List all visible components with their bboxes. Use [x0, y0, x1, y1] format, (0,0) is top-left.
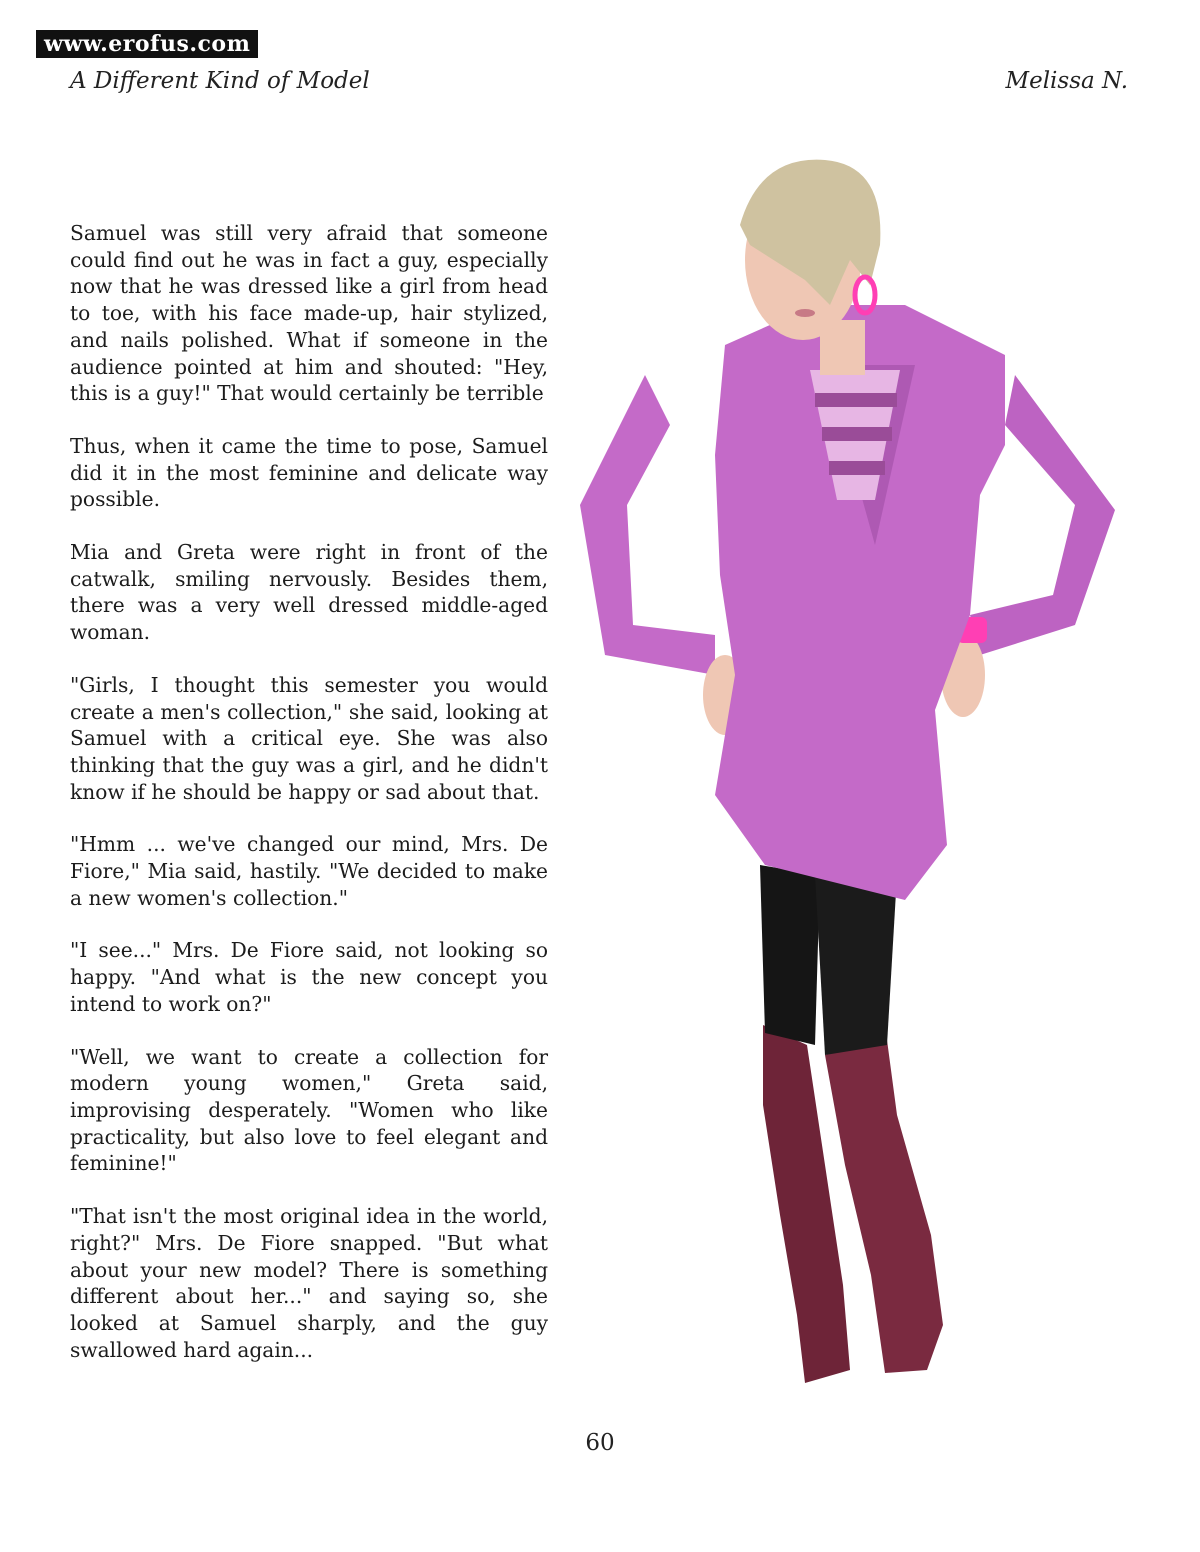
story-text	[70, 220, 548, 1389]
paragraph: "Girls, I thought this semester you would create a men's collection," she said, looking at Samuel with a critical eye. She was also thinking that the guy was a girl, and he didn't know if he should be happy or sad about that.	[70, 672, 548, 804]
model-illustration	[575, 155, 1120, 1390]
stripe	[815, 393, 897, 407]
paragraph: Mia and Greta were right in front of the catwalk, smiling nervously. Besides them, there was a very well dressed middle-aged woman.	[70, 540, 548, 645]
watermark: www.erofus.com	[36, 30, 258, 58]
paragraph: "Hmm ... we've changed our mind, Mrs. De Fiore," Mia said, hastily. "We decided to make a new women's collection."	[70, 832, 548, 910]
right-leg	[815, 875, 897, 1055]
paragraph: Thus, when it came the time to pose, Samuel did it in the most feminine and delicate way possible.	[70, 433, 548, 512]
left-leg	[760, 865, 820, 1045]
paragraph: Samuel was still very afraid that someone could find out he was in fact a guy, especially now that he was dressed like a girl from head to toe, with his face made-up, hair stylized, and nails polished. What if someone in the audience pointed at him and shouted: "Hey, this is a guy!" That would certainly be terrible	[70, 221, 548, 406]
stripe	[822, 427, 892, 441]
paragraph: "Well, we want to create a collection for modern young women," Greta said, improvising desperately. "Women who like practicality, but also love to feel elegant and feminine!"	[70, 1044, 548, 1176]
stripe	[829, 461, 885, 475]
running-author: Melissa N.	[1005, 68, 1128, 94]
lips	[795, 309, 815, 317]
left-arm	[580, 375, 715, 675]
running-title: A Different Kind of Model	[70, 68, 370, 94]
model-figure-svg	[575, 155, 1120, 1390]
paragraph: "I see..." Mrs. De Fiore said, not looking so happy. "And what is the new concept you intend to work on?"	[70, 938, 548, 1016]
page-number: 60	[585, 1430, 615, 1456]
paragraph: "That isn't the most original idea in the world, right?" Mrs. De Fiore snapped. "But what about your new model? There is something different about her..." and saying so, she looked at Samuel sharply, and the guy swallowed hard again...	[70, 1204, 548, 1362]
